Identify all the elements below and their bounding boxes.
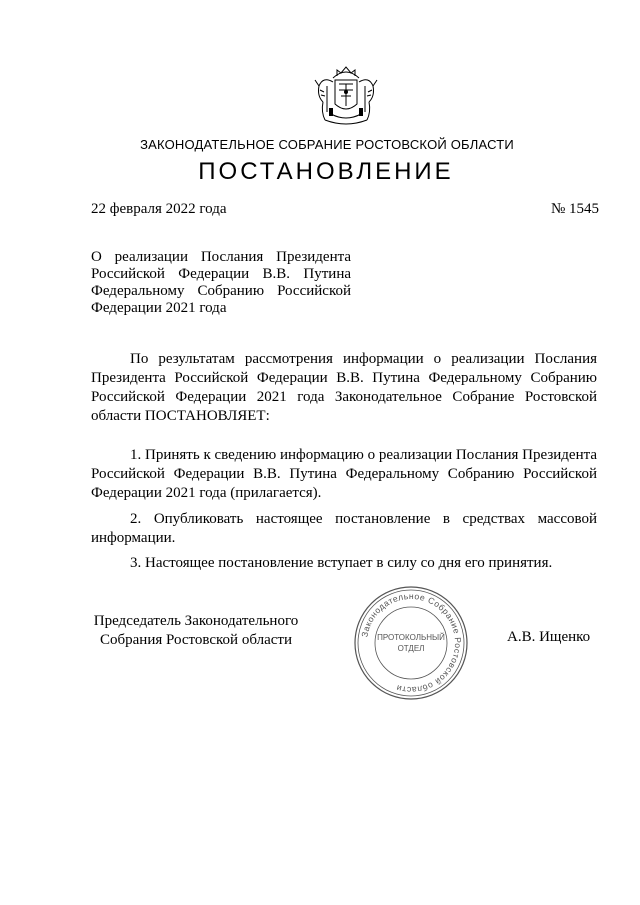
- resolution-item-3: 3. Настоящее постановление вступает в силу со дня его принятия.: [130, 555, 553, 571]
- organization-name: ЗАКОНОДАТЕЛЬНОЕ СОБРАНИЕ РОСТОВСКОЙ ОБЛАСТИ: [140, 137, 514, 152]
- document-subject: [91, 249, 351, 317]
- preamble-paragraph: По результатам рассмотрения информации о реализации Послания Президента Российской Федерации В.В. Путина Федеральному Собранию Российской Федерации 2021 года Законодательное Собрание Ростовской области ПОСТАНОВЛЯЕТ:: [91, 351, 597, 424]
- stamp-center-line: ОТДЕЛ: [397, 644, 425, 653]
- document-number: № 1545: [550, 201, 599, 217]
- resolution-item-2: 2. Опубликовать настоящее постановление в средствах массовой информации.: [91, 511, 597, 546]
- document-type-title: ПОСТАНОВЛЕНИЕ: [198, 158, 454, 185]
- signatory-name: А.В. Ищенко: [507, 629, 591, 645]
- document-date: 22 февраля 2022 года: [91, 201, 227, 217]
- subject-line: Российской Федерации В.В. Путина: [91, 266, 351, 282]
- subject-line: Федерации 2021 года: [91, 300, 227, 316]
- resolution-item-1: 1. Принять к сведению информацию о реализации Послания Президента Российской Федерации В.В. Путина Федеральному Собранию Российской Федерации 2021 года (прилагается).: [91, 447, 597, 501]
- signatory-title-line: Председатель Законодательного: [93, 613, 299, 629]
- subject-line: Федеральному Собранию Российской: [91, 283, 351, 299]
- coat-of-arms-emblem: [311, 62, 381, 128]
- stamp-ring-text: Законодательное Собрание Ростовской области: [359, 590, 464, 696]
- subject-line: О реализации Послания Президента: [91, 249, 351, 265]
- stamp-center-line: ПРОТОКОЛЬНЫЙ: [377, 633, 445, 642]
- official-stamp: [352, 584, 470, 702]
- signatory-title-line: Собрания Ростовской области: [100, 632, 292, 648]
- signatory-title: [91, 612, 301, 650]
